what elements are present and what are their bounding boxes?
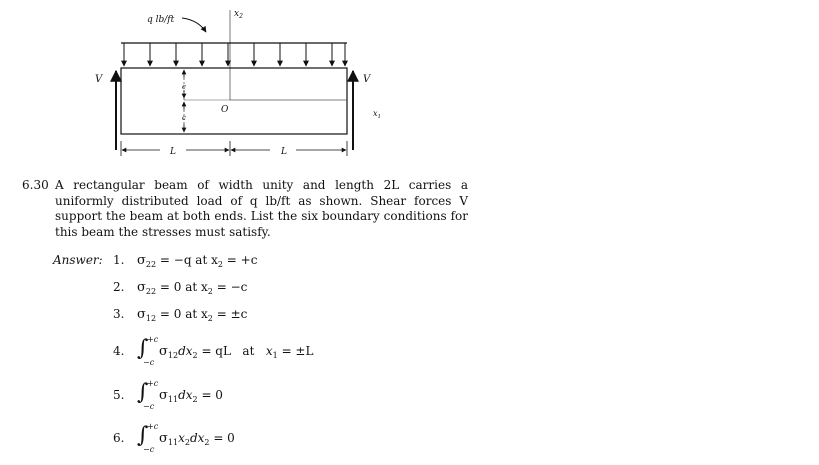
shear-label-right: V [363, 74, 371, 85]
problem-number: 6.30 [22, 178, 49, 192]
item-number: 2. [113, 280, 125, 294]
integral-lower-limit: −c [143, 402, 155, 411]
item-number: 3. [113, 307, 125, 321]
integral-sign: ∫ [137, 423, 149, 448]
item-number: 4. [113, 344, 125, 358]
answer-label: Answer: [53, 253, 103, 267]
load-label: q lb/ft [147, 15, 175, 25]
integral-expression: $\sigma_{11}dx_2 = 0$ [159, 388, 223, 404]
item-number: 6. [113, 431, 125, 445]
problem-text: A rectangular beam of width unity and length 2L carries a uniformly distributed load of q lb/ft as shown. Shear forces V support the beam at both ends. List the six boundary conditions for this beam the stresses must satisfy. [55, 178, 468, 239]
item-number: 1. [113, 253, 125, 267]
condition-expression: $\sigma_{22} = -q$ at $x_2 = +c$ [137, 253, 258, 269]
distributed-load-arrows [124, 43, 345, 66]
beam-figure [0, 0, 819, 170]
integral-upper-limit: +c [147, 379, 159, 388]
integral-upper-limit: +c [147, 335, 159, 344]
shear-label-left: V [95, 74, 103, 85]
beam-rectangle [121, 68, 347, 134]
axis-x2-label: $x_2$ [234, 9, 243, 20]
item-number: 5. [113, 388, 125, 402]
condition-expression: $\sigma_{12} = 0$ at $x_2 = \pm c$ [137, 307, 248, 323]
integral-lower-limit: −c [143, 358, 155, 367]
integral-sign: ∫ [137, 336, 149, 361]
length-label-left: L [170, 147, 176, 157]
integral-expression: $\sigma_{11}x_2dx_2 = 0$ [159, 431, 235, 447]
load-pointer-arrow [182, 18, 206, 32]
origin-label: O [221, 105, 229, 115]
integral-upper-limit: +c [147, 422, 159, 431]
integral-lower-limit: −c [143, 445, 155, 454]
integral-sign: ∫ [137, 380, 149, 405]
integral-expression: $\sigma_{12}dx_2$ = qL at $x_1 = \pm L$ [159, 344, 314, 360]
axis-x1-label: $x_1$ [373, 109, 382, 120]
problem-statement [22, 178, 468, 240]
condition-expression: $\sigma_{22} = 0$ at $x_2 = -c$ [137, 280, 248, 296]
half-depth-label-bottom: c [182, 114, 186, 122]
length-label-right: L [281, 147, 287, 157]
half-depth-label-top: c [182, 83, 186, 91]
